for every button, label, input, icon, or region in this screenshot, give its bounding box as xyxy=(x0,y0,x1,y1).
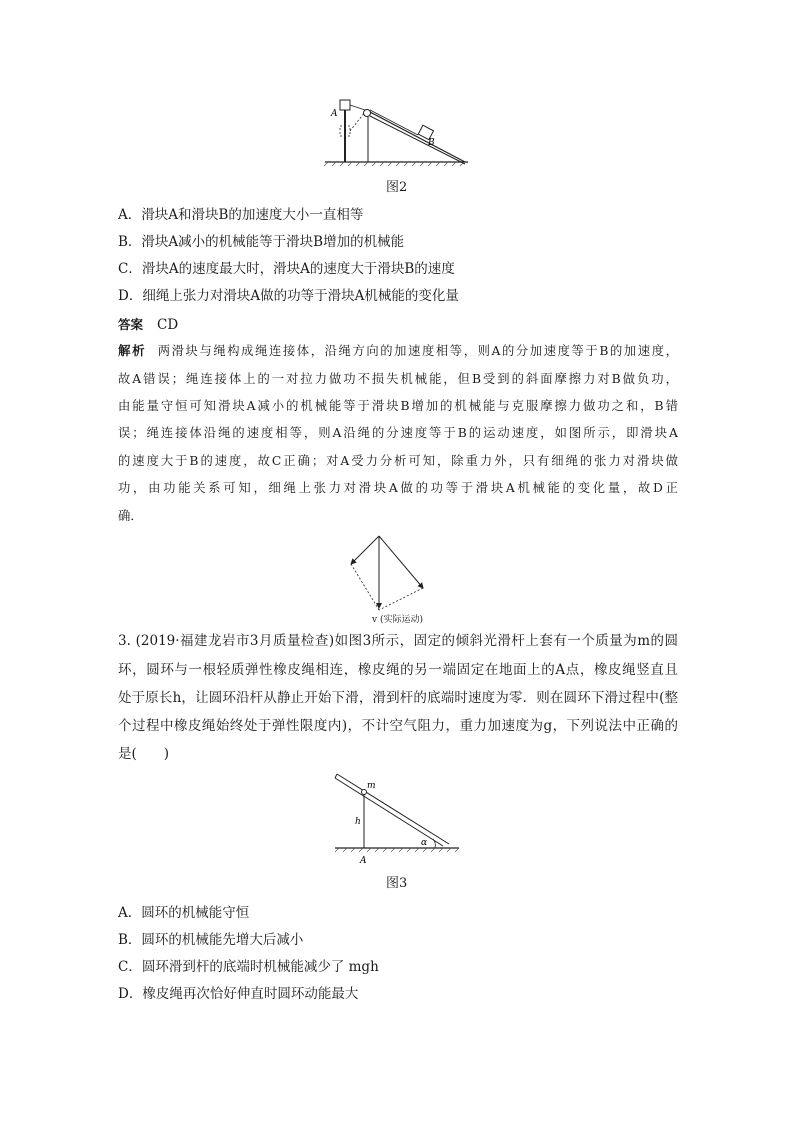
explanation-line-6: 功，由功能关系可知，细绳上张力对滑块A做的功等于滑块A机械能的变化量，故D正 xyxy=(118,481,678,495)
explanation-label: 解析 xyxy=(118,343,147,358)
question-3-line-5: 是( ) xyxy=(118,746,170,762)
figure-3-caption: 图3 xyxy=(386,876,408,891)
figure-3-label-h: h xyxy=(355,817,361,827)
explanation-line-1 xyxy=(118,341,678,361)
figure-3-diagram xyxy=(333,768,463,866)
figure-2-diagram xyxy=(320,96,470,168)
q3-option-a: A．圆环的机械能守恒 xyxy=(118,905,250,921)
question-3-line-2: 环，圆环与一根轻质弹性橡皮绳相连，橡皮绳的另一端固定在地面上的A点，橡皮绳竖直且 xyxy=(118,662,678,678)
q2-option-a: A．滑块A和滑块B的加速度大小一直相等 xyxy=(118,207,364,223)
vector-decomposition-diagram xyxy=(345,532,435,614)
question-3-line-4: 个过程中橡皮绳始终处于弹性限度内)，不计空气阻力，重力加速度为g，下列说法中正确的 xyxy=(118,718,678,734)
figure-2-label-a: A xyxy=(331,109,338,119)
question-3-line-3: 处于原长h，让圆环沿杆从静止开始下滑，滑到杆的底端时速度为零．则在圆环下滑过程中(整 xyxy=(118,690,678,706)
explanation-line-7: 确． xyxy=(118,509,143,523)
figure-3-label-m: m xyxy=(367,781,376,791)
figure-3-label-a: A xyxy=(360,856,367,866)
figure-2-label-b: B xyxy=(428,138,435,148)
explanation-text-1: 两滑块与绳构成绳连接体，沿绳方向的加速度相等，则A的分加速度等于B的加速度， xyxy=(156,344,679,358)
figure-3-label-alpha: α xyxy=(421,838,428,848)
figure-2-caption: 图2 xyxy=(386,180,408,195)
answer-row xyxy=(118,315,178,335)
explanation-line-5: 的速度大于B的速度，故C正确；对A受力分析可知，除重力外，只有细绳的张力对滑块做 xyxy=(118,454,678,468)
answer-value: CD xyxy=(157,317,179,333)
q3-option-b: B．圆环的机械能先增大后减小 xyxy=(118,932,304,948)
q2-option-d: D．细绳上张力对滑块A做的功等于滑块A机械能的变化量 xyxy=(118,288,459,304)
q3-option-c: C．圆环滑到杆的底端时机械能减少了 mgh xyxy=(118,959,379,975)
explanation-line-2: 故A错误；绳连接体上的一对拉力做功不损失机械能，但B受到的斜面摩擦力对B做负功， xyxy=(118,372,678,386)
vector-figure-caption: v (实际运动) xyxy=(372,615,423,625)
explanation-line-4: 误；绳连接体沿绳的速度相等，则A沿绳的分速度等于B的运动速度，如图所示，即滑块A xyxy=(118,426,678,440)
q2-option-b: B．滑块A减小的机械能等于滑块B增加的机械能 xyxy=(118,234,405,250)
answer-label: 答案 xyxy=(118,317,144,332)
explanation-line-3: 由能量守恒可知滑块A减小的机械能等于滑块B增加的机械能与克服摩擦力做功之和，B错 xyxy=(118,399,678,413)
question-3-line-1: 3. (2019·福建龙岩市3月质量检查)如图3所示，固定的倾斜光滑杆上套有一个质量为m的圆 xyxy=(118,633,678,649)
q3-option-d: D．橡皮绳再次恰好伸直时圆环动能最大 xyxy=(118,986,359,1002)
q2-option-c: C．滑块A的速度最大时，滑块A的速度大于滑块B的速度 xyxy=(118,261,455,277)
